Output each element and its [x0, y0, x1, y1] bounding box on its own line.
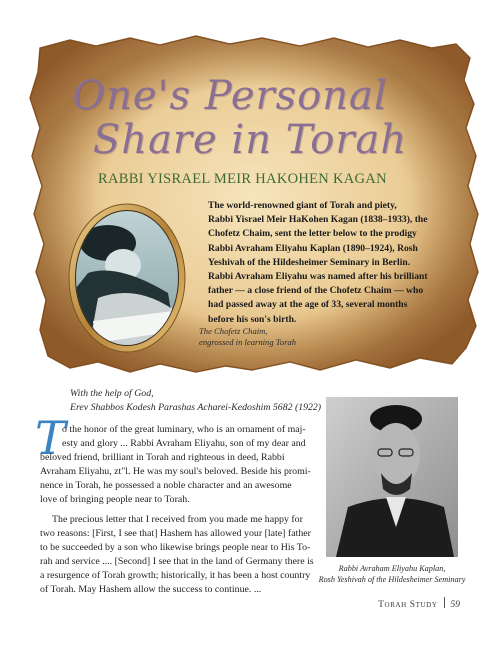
- chofetz-chaim-photo: [68, 203, 186, 353]
- footer-divider: [444, 597, 445, 608]
- body-line: The precious letter that I received from you made me happy for: [52, 514, 303, 526]
- caption-line: Rosh Yeshivah of the Hildesheimer Seminary: [318, 575, 466, 584]
- body-line: love of bringing people near to Torah.: [40, 493, 190, 505]
- caption-line: The Chofetz Chaim,: [199, 326, 268, 336]
- body-line: two reasons: [First, I see that] Hashem has allowed your [late] father: [40, 528, 311, 540]
- letter-paragraph-2: [40, 513, 312, 596]
- body-line: beloved friend, brilliant in Torah and righteous in deed, Rabbi: [40, 451, 285, 463]
- page-number: 59: [450, 600, 460, 610]
- article-title-line1: One's Personal: [72, 73, 388, 119]
- intro-line: Yeshivah of the Hildesheimer Seminary in Berlin.: [208, 256, 411, 268]
- drop-cap: T: [35, 411, 66, 465]
- letter-paragraph-1: [40, 423, 312, 506]
- body-line: to be succeeded by a son who likewise brings people near to His To-: [40, 542, 311, 554]
- body-line: rah and service .... [Second] I see that in the land of Germany there is: [40, 556, 314, 568]
- body-line: Avraham Eliyahu, zt"l. He was my soul's beloved. Beside his promi-: [40, 465, 311, 477]
- intro-line: had passed away at the age of 33, several months: [208, 299, 408, 311]
- letter-dateline: [70, 387, 321, 415]
- body-line: esty and glory ... Rabbi Avraham Eliyahu, son of my dear and: [62, 437, 306, 449]
- article-subtitle: RABBI YISRAEL MEIR HAKOHEN KAGAN: [98, 171, 387, 187]
- dateline-line: With the help of God,: [70, 388, 154, 399]
- dateline-line: Erev Shabbos Kodesh Parashas Acharei-Kedoshim 5682 (1922): [70, 402, 322, 413]
- intro-line: Rabbi Avraham Eliyahu Kaplan (1890–1924), Rosh: [208, 242, 418, 254]
- caption-line: engrossed in learning Torah: [199, 337, 297, 347]
- rabbi-kaplan-photo: [326, 397, 458, 557]
- intro-line: Chofetz Chaim, sent the letter below to the prodigy: [208, 228, 417, 240]
- body-line: a resurgence of Torah growth; historically, it has been a host country: [40, 570, 311, 582]
- letter-body: [40, 423, 312, 597]
- body-line: nence in Torah, he possessed a noble character and an awesome: [40, 479, 292, 491]
- intro-line: Rabbi Yisrael Meir HaKohen Kagan (1838–1933), the: [208, 214, 428, 226]
- article-title-line2: Share in Torah: [92, 117, 408, 163]
- caption-line: Rabbi Avraham Eliyahu Kaplan,: [338, 564, 446, 573]
- body-line: of Torah. May Hashem allow the success to continue. ...: [40, 583, 262, 595]
- intro-line: before his son's birth.: [208, 313, 297, 325]
- section-name: Torah Study: [378, 600, 438, 610]
- body-line: o the honor of the great luminary, who is an ornament of maj-: [62, 424, 306, 435]
- oval-photo-caption: [199, 326, 296, 348]
- page-footer: [378, 597, 460, 610]
- intro-line: The world-renowned giant of Torah and piety,: [208, 200, 397, 211]
- intro-paragraph: [208, 199, 480, 327]
- intro-line: Rabbi Avraham Eliyahu was named after his brilliant: [208, 271, 428, 283]
- rect-photo-caption: [318, 563, 466, 585]
- intro-line: father — a close friend of the Chofetz Chaim — who: [208, 285, 424, 297]
